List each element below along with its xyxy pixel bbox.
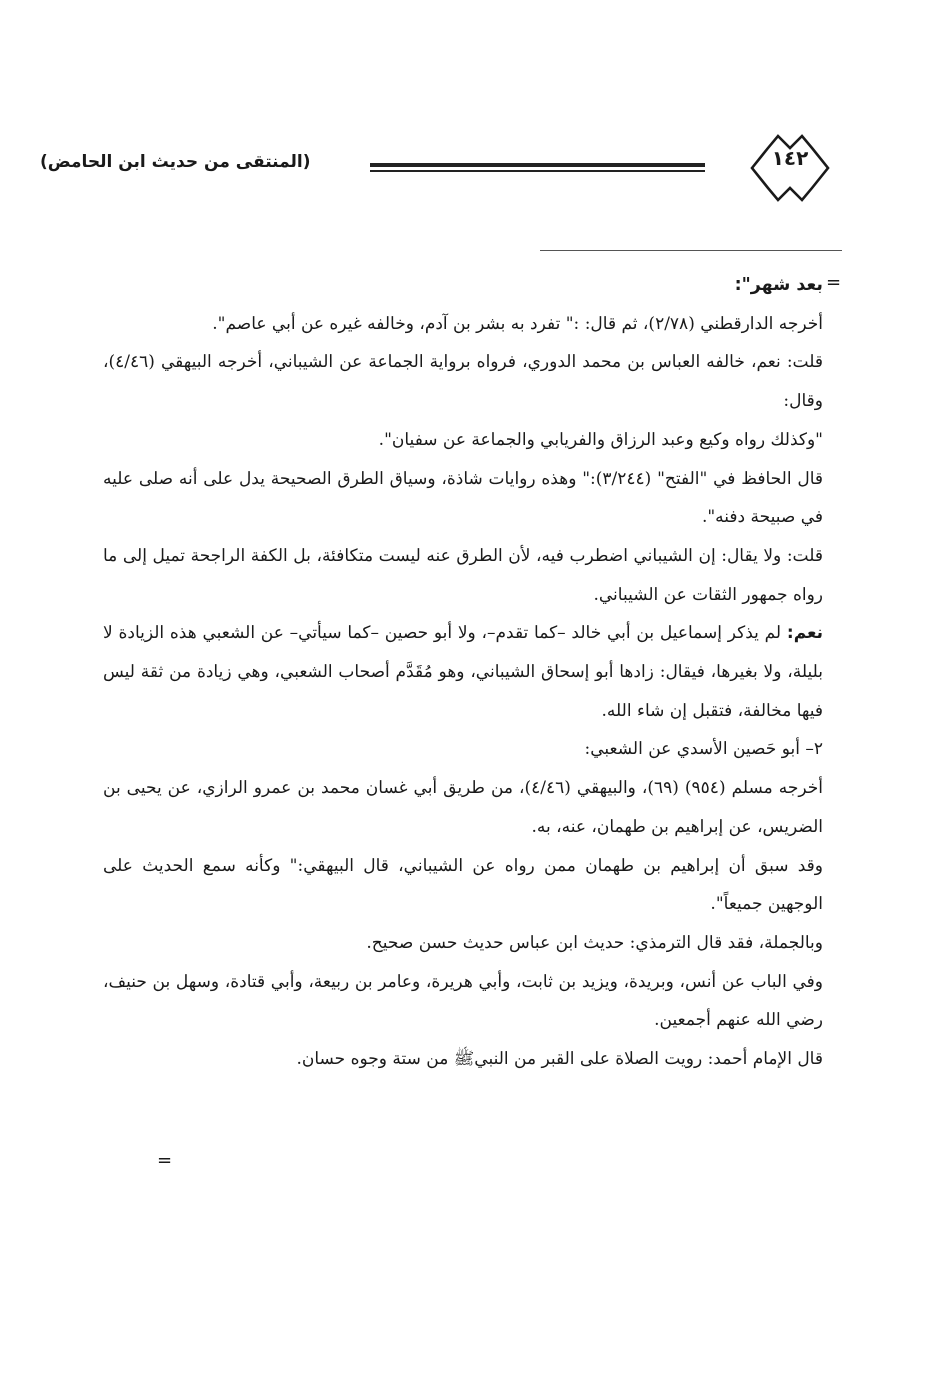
paragraph-8: أخرجه مسلم (٩٥٤) (٦٩)، والبيهقي (٤/٤٦)، من طريق أبي غسان محمد بن عمرو الرازي، عن يحيى بن الضريس، عن إبراهيم بن طهمان، عنه، به. bbox=[103, 778, 824, 837]
paragraph-6 bbox=[103, 614, 823, 730]
paragraph-6-lead: نعم: bbox=[786, 623, 824, 644]
paragraph-5: قلت: ولا يقال: إن الشيباني اضطرب فيه، لأن الطرق عنه ليست متكافئة، بل الكفة الراجحة تميل إلى ما رواه جمهور الثقات عن الشيباني. bbox=[103, 545, 823, 605]
footnote-separator bbox=[540, 250, 842, 251]
continuation-heading: بعد شهر": bbox=[734, 275, 823, 295]
book-title: (المنتقى من حديث ابن الحامض) bbox=[40, 152, 311, 172]
header-rule-thin bbox=[370, 170, 705, 172]
end-marker: = bbox=[157, 1150, 173, 1171]
paragraph-7: ٢– أبو حَصين الأسدي عن الشعبي: bbox=[584, 739, 823, 760]
paragraph-3: "وكذلك رواه وكيع وعبد الرزاق والفريابي والجماعة عن سفيان". bbox=[378, 429, 823, 450]
continuation-marker: = bbox=[826, 272, 842, 293]
paragraph-1: أخرجه الدارقطني (٢/٧٨)، ثم قال: :" تفرد به بشر بن آدم، وخالفه غيره عن أبي عاصم". bbox=[212, 313, 823, 334]
paragraph-9: وقد سبق أن إبراهيم بن طهمان ممن رواه عن الشيباني، قال البيهقي:" وكأنه سمع الحديث على الوجهين جميعاً". bbox=[103, 855, 823, 915]
paragraph-2: قلت: نعم، خالفه العباس بن محمد الدوري، فرواه برواية الجماعة عن الشيباني، أخرجه البيهقي (٤/٤٦)، وقال: bbox=[103, 352, 823, 412]
page-body bbox=[103, 266, 823, 1079]
paragraph-6-text: لم يذكر إسماعيل بن أبي خالد –كما تقدم–، ولا أبو حصين –كما سيأتي– عن الشعبي هذه الزيادة لا بليلة، ولا بغيرها، فيقال: زادها أبو إسحاق الشيباني، وهو مُقَدَّم أصحاب الشعبي، وهي زيادة من ثقة ليس فيها مخالفة، فتقبل إن شاء الله. bbox=[103, 623, 823, 721]
paragraph-10: وبالجملة، فقد قال الترمذي: حديث ابن عباس حديث حسن صحيح. bbox=[366, 932, 823, 953]
paragraph-12: قال الإمام أحمد: رويت الصلاة على القبر من النبيﷺ من ستة وجوه حسان. bbox=[296, 1049, 823, 1070]
header-rule bbox=[370, 163, 705, 167]
paragraph-4: قال الحافظ في "الفتح" (٣/٢٤٤):" وهذه روايات شاذة، وسياق الطرق الصحيحة يدل على أنه صلى عليه في صبيحة دفنه". bbox=[103, 468, 824, 528]
page-number: ١٤٢ bbox=[771, 146, 809, 170]
paragraph-11: وفي الباب عن أنس، وبريدة، ويزيد بن ثابت، وأبي هريرة، وعامر بن ربيعة، وأبي قتادة، وسهل بن حنيف، رضي الله عنهم أجمعين. bbox=[103, 971, 823, 1031]
